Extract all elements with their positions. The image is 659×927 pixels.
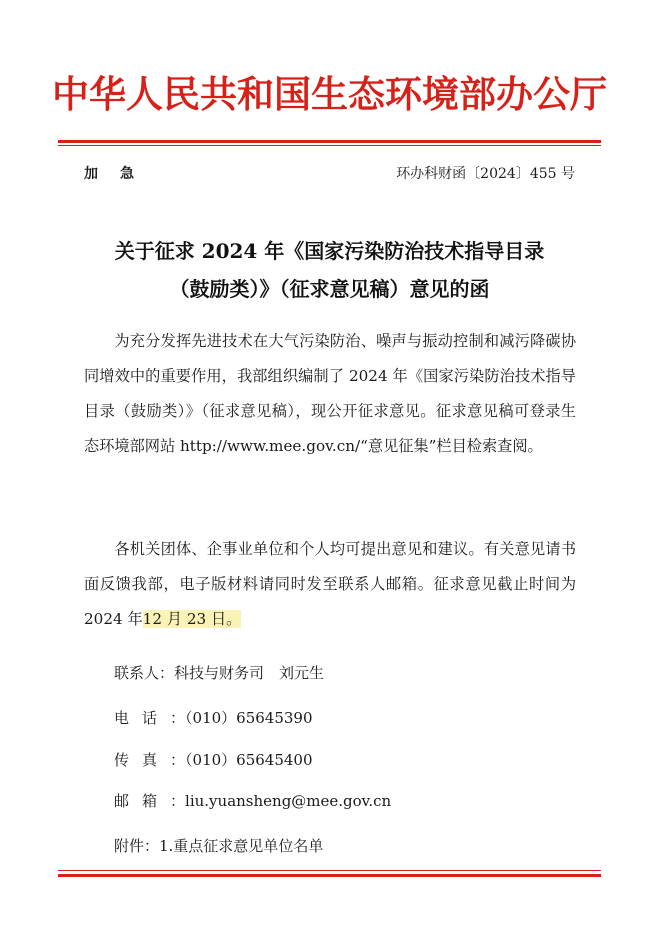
contact-email-row xyxy=(114,790,391,811)
footer-rule-bottom xyxy=(58,874,601,877)
header-rule-top xyxy=(58,140,601,143)
contact-fax-value: （010）65645400 xyxy=(185,751,313,769)
contact-phone-row xyxy=(114,707,313,728)
document-title-line-2: （鼓励类）》（征求意见稿）意见的函 xyxy=(169,277,490,301)
attachment-line: 附件：1.重点征求意见单位名单 xyxy=(114,837,324,855)
contact-phone-value: （010）65645390 xyxy=(185,709,313,727)
contact-email-separator: ： xyxy=(170,792,186,810)
contact-person-label: 联系人： xyxy=(114,664,175,682)
contact-email-value: liu.yuansheng@mee.gov.cn xyxy=(185,792,392,810)
contact-person-row xyxy=(114,662,324,683)
urgency-label: 加急 xyxy=(84,166,156,182)
header-rule-bottom xyxy=(58,145,601,146)
body-paragraph-1-text: 为充分发挥先进技术在大气污染防治、噪声与振动控制和减污降碳协同增效中的重要作用，我部组织编制了 2024 年《国家污染防治技术指导目录（鼓励类）》（征求意见稿），现公开征求意见。征求意见稿可登录生态环境部网站 http://www.mee.gov.cn/“意见征集”栏目检索查阅。 xyxy=(84,332,576,455)
footer-rule-top xyxy=(58,870,601,871)
document-number: 环办科财函〔2024〕455 号 xyxy=(396,166,575,182)
contact-fax-separator: ： xyxy=(170,751,186,769)
document-title-line-1: 关于征求 2024 年《国家污染防治技术指导目录 xyxy=(114,239,545,263)
body-paragraph-2-text xyxy=(84,532,576,637)
body-paragraph-2 xyxy=(84,532,576,637)
contact-fax-label: 传真 xyxy=(114,751,171,769)
contact-phone-label: 电话 xyxy=(114,709,171,727)
deadline-highlight: 12 月 23 日。 xyxy=(142,610,242,628)
contact-phone-separator: ： xyxy=(170,709,186,727)
body-paragraph-1 xyxy=(84,324,576,464)
contact-email-label: 邮箱 xyxy=(114,792,171,810)
body-paragraph-2-lead: 各机关团体、企事业单位和个人均可提出意见和建议。有关意见请书面反馈我部，电子版材料请同时发至联系人邮箱。征求意见截止时间为 2024 年 xyxy=(84,540,576,628)
contact-fax-row xyxy=(114,749,313,770)
contact-person-value: 科技与财务司 刘元生 xyxy=(174,664,325,682)
issuer-masthead: 中华人民共和国生态环境部办公厅 xyxy=(52,72,607,116)
